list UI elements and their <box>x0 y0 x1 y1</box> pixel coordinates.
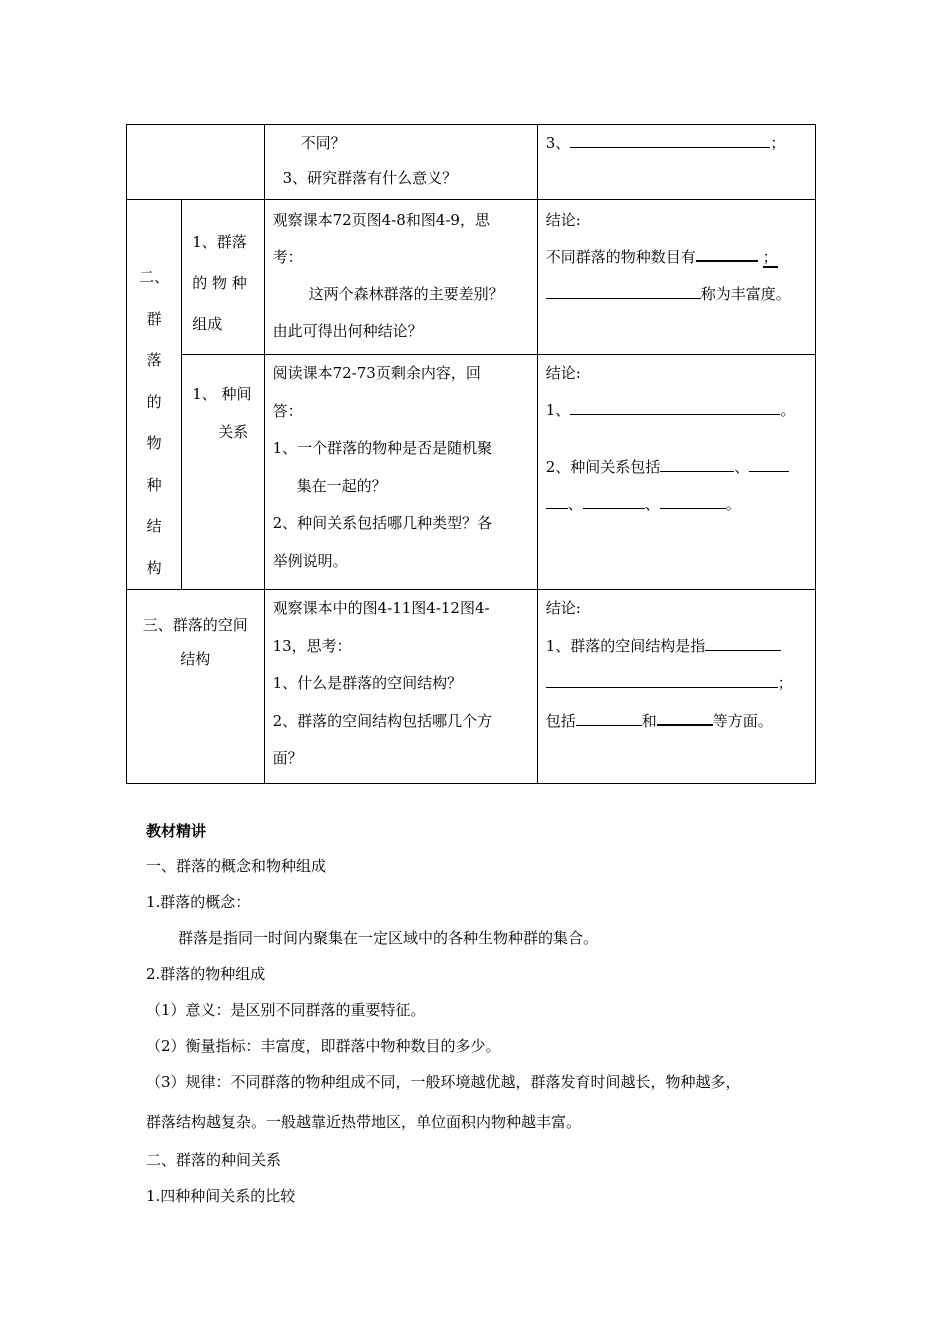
text-line: （3）规律：不同群落的物种组成不同，一般环境越优越，群落发育时间越长，物种越多， <box>146 1073 741 1091</box>
answer-blank[interactable] <box>546 491 568 509</box>
text-line: （1）意义：是区别不同群落的重要特征。 <box>146 1001 426 1019</box>
task-cell: 不同？ 3、研究群落有什么意义？ <box>264 125 537 200</box>
conclusion-cell: 结论: 1、 。 2、种间关系包括 、 、 、 。 <box>537 355 815 590</box>
study-table <box>126 124 816 784</box>
answer-blank[interactable] <box>696 243 758 262</box>
task-cell: 阅读课本72-73页剩余内容，回 答： 1、一个群落的物种是否是随机聚 集在一起的？ 2、种间关系包括哪几种类型？各 举例说明。 <box>264 355 537 590</box>
section-label: 二、 群 落 的 物 种 结 构 <box>127 200 182 590</box>
answer-blank[interactable] <box>570 397 780 415</box>
table-row <box>127 200 816 355</box>
answer-blank[interactable] <box>705 633 781 651</box>
text-line: 二、群落的种间关系 <box>146 1151 282 1169</box>
task-cell: 观察课本72页图4-8和图4-9，思 考： 这两个森林群落的主要差别？ 由此可得出何种结论？ <box>264 200 537 355</box>
text-line: 1.群落的概念： <box>146 893 251 911</box>
text-line: 2.群落的物种组成 <box>146 965 266 983</box>
subsection-label: 1、群落 的 物 种 组成 <box>182 200 264 355</box>
empty-cell <box>127 125 265 200</box>
task-cell: 观察课本中的图4-11图4-12图4- 13，思考： 1、什么是群落的空间结构？ 2、群落的空间结构包括哪几个方 面？ <box>264 590 537 784</box>
answer-blank[interactable] <box>576 708 642 726</box>
table-row <box>127 125 816 200</box>
text-line: （2）衡量指标：丰富度，即群落中物种数目的多少。 <box>146 1037 501 1055</box>
answer-blank[interactable] <box>657 707 713 726</box>
answer-blank[interactable] <box>583 491 645 509</box>
conclusion-cell: 结论: 1、群落的空间结构是指 ； 包括 和 等方面。 <box>537 590 815 784</box>
answer-blank[interactable] <box>546 670 778 688</box>
table-row <box>127 590 816 784</box>
section-label: 三、群落的空间 结构 <box>127 590 265 784</box>
text-line: 1.四种种间关系的比较 <box>146 1187 296 1205</box>
subsection-label: 1、 种间 关系 <box>182 355 264 590</box>
answer-blank[interactable] <box>749 454 789 472</box>
answer-blank[interactable] <box>660 491 726 509</box>
answer-blank[interactable] <box>660 454 734 472</box>
text-line: 群落是指同一时间内聚集在一定区域中的各种生物种群的集合。 <box>178 929 599 947</box>
answer-blank[interactable] <box>570 130 770 148</box>
section-heading: 教材精讲 <box>146 822 207 840</box>
conclusion-cell: 结论: 不同群落的物种数目有 ； 称为丰富度。 <box>537 200 815 355</box>
text-line: 群落结构越复杂。一般越靠近热带地区，单位面积内物种越丰富。 <box>146 1113 582 1131</box>
table-row <box>127 355 816 590</box>
answer-blank[interactable] <box>546 281 701 299</box>
text-line: 一、群落的概念和物种组成 <box>146 857 327 875</box>
conclusion-cell: 3、 ； <box>537 125 815 200</box>
